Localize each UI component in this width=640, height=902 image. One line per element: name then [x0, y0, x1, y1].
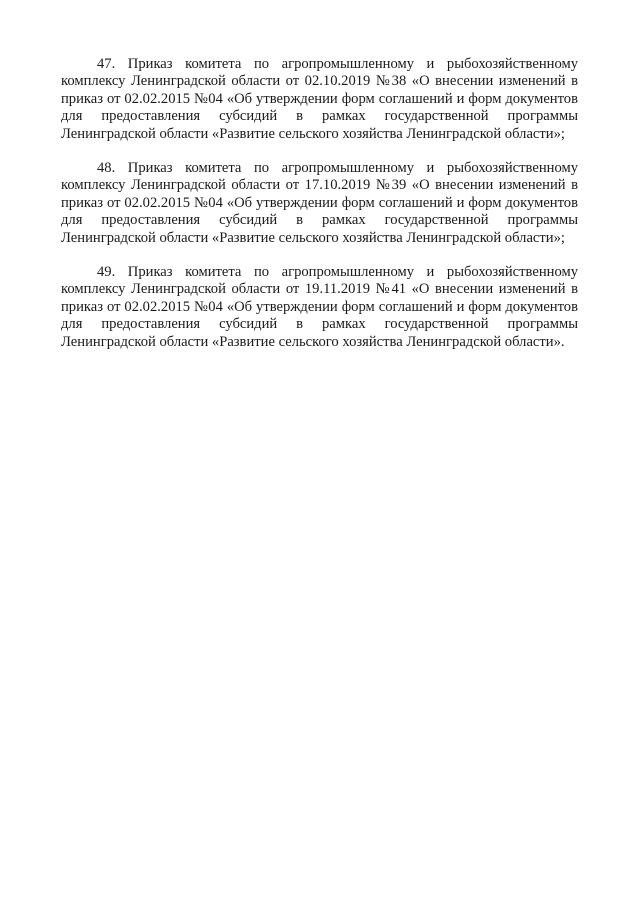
list-item-47	[61, 56, 578, 143]
document-body	[61, 56, 578, 368]
item-number: 48.	[97, 160, 116, 177]
item-number: 47.	[97, 56, 116, 72]
item-number: 49.	[97, 264, 116, 281]
item-text: Приказ комитета по агропромышленному и рыбохозяйственному комплексу Ленинградской области от 19.11.2019 №41 «О внесении изменений в приказ от 02.02.2015 №04 «Об утверждении форм соглашений и форм документов для предоставления субсидий в рамках государственной программы Ленинградской области «Развитие сельского хозяйства Ленинградской области».	[61, 264, 578, 350]
list-item-48	[61, 160, 578, 247]
item-text: Приказ комитета по агропромышленному и рыбохозяйственному комплексу Ленинградской области от 17.10.2019 №39 «О внесении изменений в приказ от 02.02.2015 №04 «Об утверждении форм соглашений и форм документов для предоставления субсидий в рамках государственной программы Ленинградской области «Развитие сельского хозяйства Ленинградской области»;	[61, 160, 578, 246]
item-text: Приказ комитета по агропромышленному и рыбохозяйственному комплексу Ленинградской области от 02.10.2019 №38 «О внесении изменений в приказ от 02.02.2015 №04 «Об утверждении форм соглашений и форм документов для предоставления субсидий в рамках государственной программы Ленинградской области «Развитие сельского хозяйства Ленинградской области»;	[61, 56, 578, 142]
list-item-49	[61, 264, 578, 351]
